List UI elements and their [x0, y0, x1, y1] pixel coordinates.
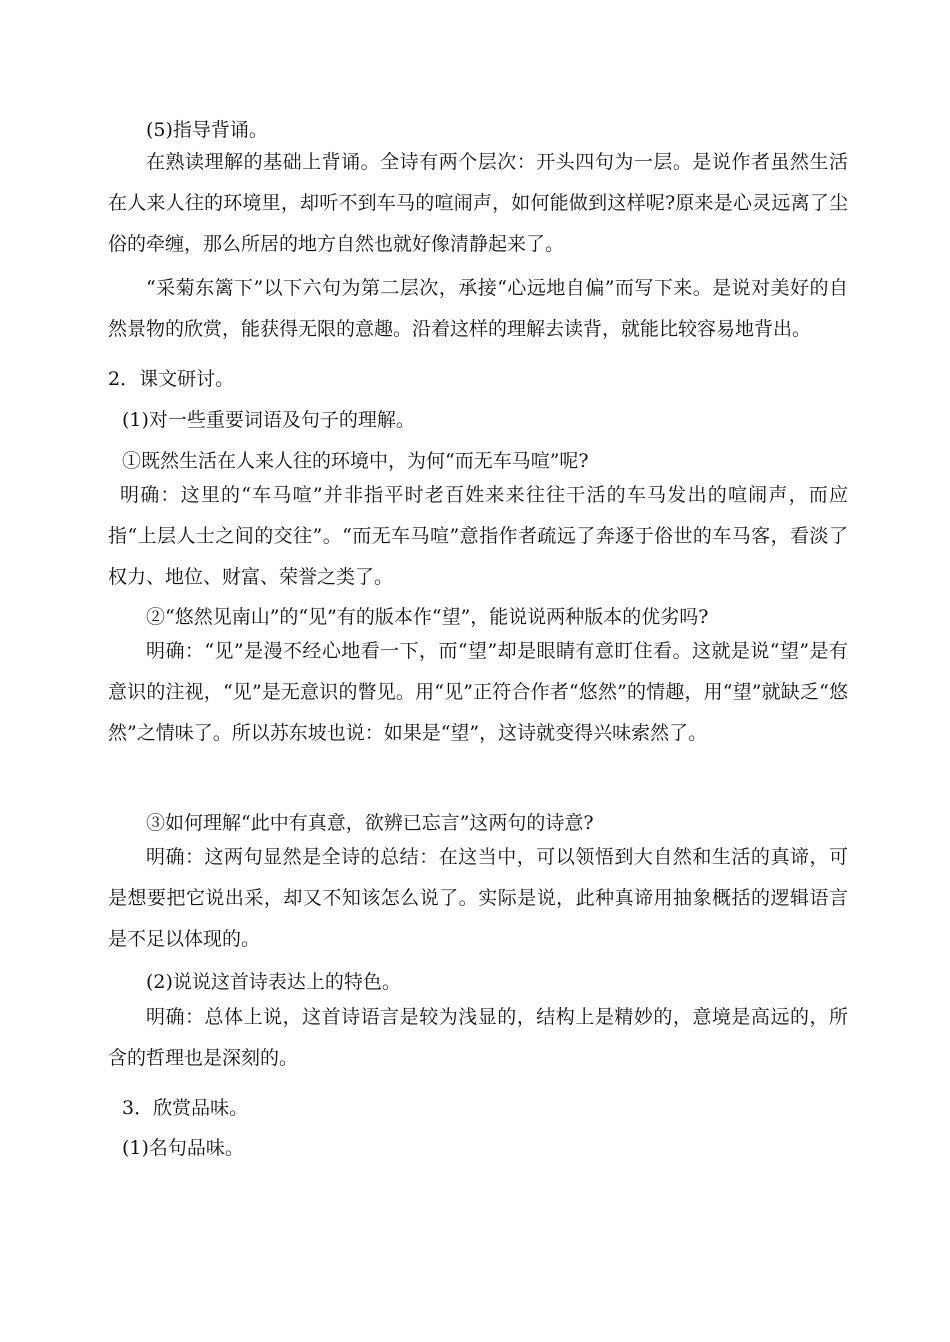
answer-3: 明确：这两句显然是全诗的总结：在这当中，可以领悟到大自然和生活的真谛，可是想要把它说出采，却又不知该怎么说了。实际是说，此种真谛用抽象概括的逻辑语言是不足以体现的。 [108, 846, 848, 950]
subheading-key-words: (1)对一些重要词语及句子的理解。 [122, 409, 415, 431]
answer-1: 明确：这里的“车马喧”并非指平时老百姓来来往往干活的车马发出的喧闹声，而应指“上层人士之间的交往”。“而无车马喧”意指作者疏远了奔逐于俗世的车马客，看淡了权力、地位、财富、荣誉之类了。 [108, 484, 848, 588]
section-heading-recite: (5)指导背诵。 [146, 119, 268, 141]
section-heading-appreciation: 3．欣赏品味。 [122, 1097, 249, 1119]
answer-2: 明确：“见”是漫不经心地看一下，而“望”却是眼睛有意盯住看。这就是说“望”是有意识的注视，“见”是无意识的瞥见。用“见”正符合作者“悠然”的情趣，用“望”就缺乏“悠然”之情味了。所以苏东坡也说：如果是“望”，这诗就变得兴味索然了。 [108, 640, 848, 744]
question-3: ③如何理解“此中有真意，欲辨已忘言”这两句的诗意? [146, 812, 594, 834]
question-1: ①既然生活在人来人往的环境中，为何“而无车马喧”呢? [122, 450, 589, 472]
subheading-expression: (2)说说这首诗表达上的特色。 [146, 971, 401, 993]
paragraph-recite-layer-one: 在熟读理解的基础上背诵。全诗有两个层次：开头四句为一层。是说作者虽然生活在人来人往的环境里，却听不到车马的喧闹声，如何能做到这样呢?原来是心灵远离了尘俗的牵缠，那么所居的地方自然也就好像清静起来了。 [108, 151, 848, 255]
section-heading-text-study: 2．课文研讨。 [108, 368, 235, 390]
question-2: ②“悠然见南山”的“见”有的版本作“望”，能说说两种版本的优劣吗? [146, 606, 709, 628]
subheading-famous-lines: (1)名句品味。 [122, 1137, 244, 1159]
answer-expression: 明确：总体上说，这首诗语言是较为浅显的，结构上是精妙的，意境是高远的，所含的哲理也是深刻的。 [108, 1006, 848, 1069]
paragraph-recite-layer-two: “采菊东篱下”以下六句为第二层次，承接“心远地自偏”而写下来。是说对美好的自然景物的欣赏，能获得无限的意趣。沿着这样的理解去读背，就能比较容易地背出。 [108, 277, 848, 340]
